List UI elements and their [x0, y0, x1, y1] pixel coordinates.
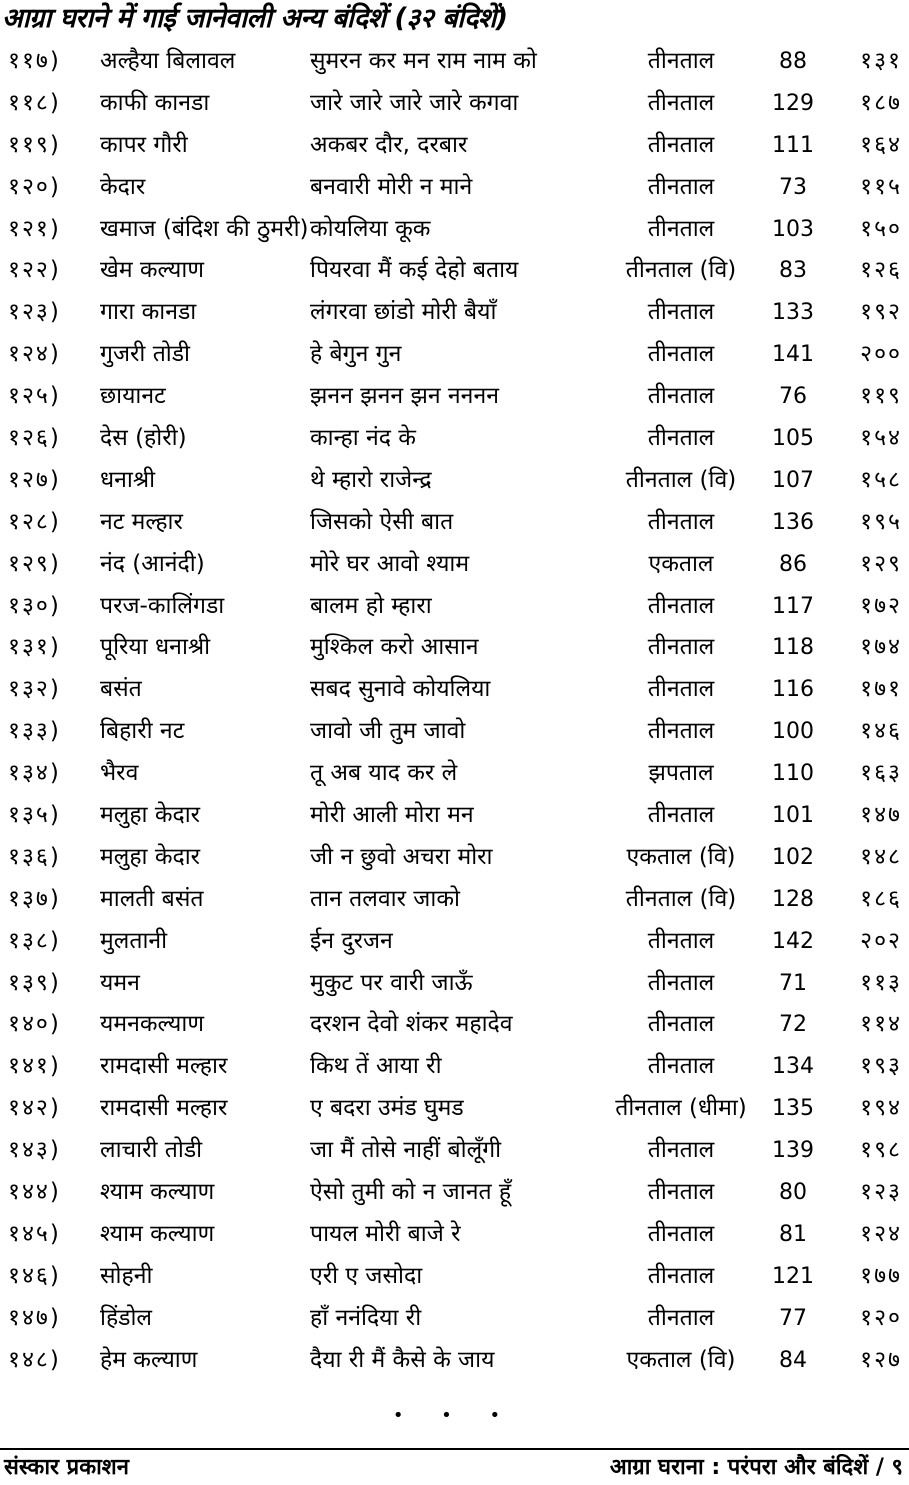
bandish-text: हाँ ननंदिया री: [310, 1304, 422, 1331]
table-row: [0, 1214, 909, 1256]
reference-number: १२४: [860, 1220, 902, 1247]
bandish-list: [0, 41, 909, 1382]
reference-number: १२९: [860, 550, 902, 577]
row-number: १२३): [8, 299, 61, 326]
row-number: ११८): [8, 89, 61, 116]
taal-name: तीनताल (वि): [625, 466, 737, 493]
bandish-text: दैया री मैं कैसे के जाय: [310, 1346, 495, 1373]
raga-name: नंद (आनंदी): [100, 550, 205, 577]
raga-name: पूरिया धनाश्री: [100, 634, 211, 661]
page-number: 135: [772, 1096, 814, 1122]
page-number: 88: [779, 49, 807, 74]
reference-number: १९५: [860, 508, 902, 535]
bandish-text: सबद सुनावे कोयलिया: [310, 676, 491, 703]
table-row: [0, 376, 909, 418]
taal-name: तीनताल: [647, 1179, 715, 1206]
raga-name: श्याम कल्याण: [100, 1179, 215, 1206]
table-row: [0, 921, 909, 963]
raga-name: मालती बसंत: [100, 885, 204, 912]
table-row: [0, 167, 909, 209]
raga-name: भैरव: [100, 760, 139, 787]
table-row: [0, 125, 909, 167]
table-row: [0, 41, 909, 83]
page-number: 136: [772, 509, 814, 535]
taal-name: तीनताल (वि): [625, 257, 737, 284]
taal-name: तीनताल: [647, 173, 715, 200]
taal-name: तीनताल (वि): [625, 885, 737, 912]
raga-name: मलुहा केदार: [100, 802, 201, 829]
table-row: [0, 1046, 909, 1088]
taal-name: तीनताल: [647, 215, 715, 242]
row-number: १४१): [8, 1053, 61, 1080]
reference-number: १७१: [860, 676, 902, 703]
row-number: १४६): [8, 1262, 61, 1289]
taal-name: तीनताल: [647, 1053, 715, 1080]
page-title: आग्रा घराने में गाई जानेवाली अन्य बंदिशें (३२ बंदिशें): [2, 3, 508, 34]
page-number: 84: [779, 1347, 807, 1373]
reference-number: १६४: [860, 131, 902, 158]
taal-name: तीनताल: [647, 131, 715, 158]
page-number: 107: [772, 467, 814, 493]
reference-number: १८७: [860, 89, 902, 116]
page-number: 139: [772, 1138, 814, 1164]
bandish-text: लंगरवा छांडो मोरी बैयाँ: [310, 299, 497, 326]
bandish-text: थे म्हारो राजेन्द्र: [310, 466, 432, 493]
table-row: [0, 1256, 909, 1298]
taal-name: तीनताल: [647, 1220, 715, 1247]
reference-number: ११९: [860, 383, 902, 410]
page-number: 129: [772, 90, 814, 116]
raga-name: अल्हैया बिलावल: [100, 48, 236, 74]
row-number: १३१): [8, 634, 61, 661]
footer-publisher: संस्कार प्रकाशन: [4, 1455, 129, 1480]
raga-name: रामदासी मल्हार: [100, 1095, 228, 1122]
page-number: 81: [779, 1221, 807, 1247]
row-number: १४८): [8, 1346, 61, 1373]
row-number: १४०): [8, 1011, 61, 1038]
table-row: [0, 1088, 909, 1130]
bandish-text: मुश्किल करो आसान: [310, 634, 479, 661]
bandish-text: अकबर दौर, दरबार: [310, 131, 468, 158]
bandish-text: जा मैं तोसे नाहीं बोलूँगी: [310, 1137, 502, 1164]
row-number: १४३): [8, 1137, 61, 1164]
reference-number: २००: [860, 341, 902, 368]
bandish-text: झनन झनन झन नननन: [310, 383, 499, 410]
table-row: [0, 711, 909, 753]
page-number: 117: [772, 593, 814, 619]
page-number: 102: [772, 844, 814, 870]
bandish-text: जिसको ऐसी बात: [310, 508, 454, 535]
reference-number: १९४: [860, 1095, 902, 1122]
bandish-text: हे बेगुन गुन: [310, 341, 402, 368]
bandish-text: बालम हो म्हारा: [310, 592, 432, 619]
page-number: 73: [779, 174, 807, 200]
row-number: १३६): [8, 843, 61, 870]
section-end-separator: • • •: [392, 1405, 517, 1426]
bandish-text: मोरी आली मोरा मन: [310, 802, 474, 829]
raga-name: श्याम कल्याण: [100, 1220, 215, 1247]
reference-number: १९२: [860, 299, 902, 326]
raga-name: यमनकल्याण: [100, 1011, 204, 1038]
table-row: [0, 879, 909, 921]
bandish-text: बनवारी मोरी न माने: [310, 173, 473, 200]
reference-number: १४६: [860, 718, 902, 745]
reference-number: १९३: [860, 1053, 902, 1080]
bandish-text: ऐसो तुमी को न जानत हूँ: [310, 1179, 512, 1206]
taal-name: तीनताल: [647, 299, 715, 326]
table-row: [0, 627, 909, 669]
raga-name: छायानट: [100, 383, 166, 410]
row-number: १२१): [8, 215, 61, 242]
bandish-text: सुमरन कर मन राम नाम को: [310, 48, 537, 74]
taal-name: तीनताल: [647, 927, 715, 954]
raga-name: रामदासी मल्हार: [100, 1053, 228, 1080]
raga-name: मलुहा केदार: [100, 843, 201, 870]
reference-number: १९८: [860, 1137, 902, 1164]
row-number: ११९): [8, 131, 61, 158]
raga-name: यमन: [100, 969, 140, 996]
taal-name: तीनताल (धीमा): [615, 1095, 747, 1122]
page-number: 76: [779, 384, 807, 410]
row-number: १४५): [8, 1220, 61, 1247]
raga-name: देस (होरी): [100, 425, 187, 452]
raga-name: हिंडोल: [100, 1304, 153, 1331]
page-number: 111: [772, 132, 814, 158]
bandish-text: कोयलिया कूक: [310, 215, 431, 242]
reference-number: १३१: [860, 48, 902, 74]
table-row: [0, 1298, 909, 1340]
table-row: [0, 334, 909, 376]
reference-number: १६३: [860, 760, 902, 787]
table-row: [0, 1130, 909, 1172]
page-number: 142: [772, 928, 814, 954]
table-row: [0, 83, 909, 125]
taal-name: तीनताल: [647, 1011, 715, 1038]
row-number: १२५): [8, 383, 61, 410]
row-number: १२९): [8, 550, 61, 577]
reference-number: १७२: [860, 592, 902, 619]
table-row: [0, 209, 909, 251]
bandish-text: जावो जी तुम जावो: [310, 718, 466, 745]
table-row: [0, 669, 909, 711]
bandish-text: किथ तें आया री: [310, 1053, 442, 1080]
taal-name: तीनताल: [647, 592, 715, 619]
row-number: १२८): [8, 508, 61, 535]
row-number: १२७): [8, 466, 61, 493]
taal-name: तीनताल: [647, 634, 715, 661]
table-row: [0, 963, 909, 1005]
page-number: 72: [779, 1012, 807, 1038]
row-number: १३३): [8, 718, 61, 745]
row-number: १३४): [8, 760, 61, 787]
table-row: [0, 292, 909, 334]
reference-number: १२०: [860, 1304, 902, 1331]
bandish-text: तान तलवार जाको: [310, 885, 460, 912]
raga-name: कापर गौरी: [100, 131, 188, 158]
bandish-text: एरी ए जसोदा: [310, 1262, 423, 1289]
bandish-text: कान्हा नंद के: [310, 425, 416, 452]
raga-name: गारा कानडा: [100, 299, 197, 326]
bandish-text: जारे जारे जारे जारे कगवा: [310, 89, 519, 116]
raga-name: बिहारी नट: [100, 718, 185, 745]
row-number: ११७): [8, 48, 61, 74]
taal-name: तीनताल: [647, 48, 715, 74]
table-row: [0, 1004, 909, 1046]
reference-number: १५८: [860, 466, 902, 493]
row-number: १२२): [8, 257, 61, 284]
row-number: १३०): [8, 592, 61, 619]
table-row: [0, 795, 909, 837]
raga-name: धनाश्री: [100, 466, 156, 493]
row-number: १३५): [8, 802, 61, 829]
table-row: [0, 586, 909, 628]
taal-name: तीनताल: [647, 802, 715, 829]
raga-name: हेम कल्याण: [100, 1346, 198, 1373]
reference-number: ११४: [860, 1011, 902, 1038]
page-number: 83: [779, 258, 807, 284]
page-number: 86: [779, 551, 807, 577]
taal-name: तीनताल: [647, 425, 715, 452]
reference-number: १४७: [860, 802, 902, 829]
raga-name: खमाज (बंदिश की ठुमरी): [100, 215, 309, 242]
reference-number: १२३: [860, 1179, 902, 1206]
reference-number: १५४: [860, 425, 902, 452]
taal-name: तीनताल: [647, 718, 715, 745]
row-number: १३८): [8, 927, 61, 954]
row-number: १२४): [8, 341, 61, 368]
row-number: १३२): [8, 676, 61, 703]
table-row: [0, 1172, 909, 1214]
taal-name: एकताल: [648, 550, 714, 577]
row-number: १२६): [8, 425, 61, 452]
reference-number: १८६: [860, 885, 902, 912]
taal-name: तीनताल: [647, 1304, 715, 1331]
reference-number: १७७: [860, 1262, 902, 1289]
taal-name: एकताल (वि): [626, 843, 736, 870]
table-row: [0, 250, 909, 292]
raga-name: परज-कालिंगडा: [100, 592, 225, 619]
bandish-text: पियरवा मैं कई देहो बताय: [310, 257, 519, 284]
taal-name: तीनताल: [647, 383, 715, 410]
raga-name: गुजरी तोडी: [100, 341, 191, 368]
page-number: 110: [772, 761, 814, 787]
bandish-text: ईन दुरजन: [310, 927, 393, 954]
row-number: १३७): [8, 885, 61, 912]
page-number: 80: [779, 1180, 807, 1206]
bandish-text: पायल मोरी बाजे रे: [310, 1220, 461, 1247]
page-number: 121: [772, 1263, 814, 1289]
taal-name: तीनताल: [647, 676, 715, 703]
table-row: [0, 502, 909, 544]
raga-name: नट मल्हार: [100, 508, 183, 535]
reference-number: १५०: [860, 215, 902, 242]
row-number: १२०): [8, 173, 61, 200]
reference-number: २०२: [860, 927, 902, 954]
page-number: 118: [772, 635, 814, 661]
page-number: 128: [772, 886, 814, 912]
footer-divider: [0, 1448, 909, 1450]
bandish-text: तू अब याद कर ले: [310, 760, 458, 787]
taal-name: तीनताल: [647, 1262, 715, 1289]
bandish-text: मोरे घर आवो श्याम: [310, 550, 470, 577]
reference-number: ११३: [860, 969, 902, 996]
row-number: १४२): [8, 1095, 61, 1122]
page-number: 141: [772, 342, 814, 368]
taal-name: तीनताल: [647, 89, 715, 116]
taal-name: तीनताल: [647, 341, 715, 368]
raga-name: मुलतानी: [100, 927, 168, 954]
row-number: १३९): [8, 969, 61, 996]
reference-number: १२६: [860, 257, 902, 284]
page-number: 103: [772, 216, 814, 242]
reference-number: ११५: [860, 173, 902, 200]
page-number: 71: [779, 970, 807, 996]
page-number: 133: [772, 300, 814, 326]
bandish-text: ए बदरा उमंड घुमड: [310, 1095, 464, 1122]
bandish-text: दरशन देवो शंकर महादेव: [310, 1011, 513, 1038]
page-number: 116: [772, 677, 814, 703]
reference-number: १२७: [860, 1346, 902, 1373]
page-number: 77: [779, 1305, 807, 1331]
page-number: 101: [772, 803, 814, 829]
bandish-text: मुकुट पर वारी जाऊँ: [310, 969, 473, 996]
page-number: 100: [772, 719, 814, 745]
reference-number: १७४: [860, 634, 902, 661]
table-row: [0, 418, 909, 460]
raga-name: सोहनी: [100, 1262, 153, 1289]
table-row: [0, 460, 909, 502]
raga-name: काफी कानडा: [100, 89, 210, 116]
raga-name: बसंत: [100, 676, 142, 703]
taal-name: झपताल: [648, 760, 714, 787]
raga-name: खेम कल्याण: [100, 257, 204, 284]
bandish-text: जी न छुवो अचरा मोरा: [310, 843, 493, 870]
taal-name: तीनताल: [647, 508, 715, 535]
table-row: [0, 753, 909, 795]
footer-book-page: आग्रा घराना : परंपरा और बंदिशें / ९: [609, 1455, 903, 1480]
table-row: [0, 544, 909, 586]
raga-name: केदार: [100, 173, 146, 200]
table-row: [0, 1340, 909, 1382]
taal-name: एकताल (वि): [626, 1346, 736, 1373]
taal-name: तीनताल: [647, 969, 715, 996]
page-number: 134: [772, 1054, 814, 1080]
page-number: 105: [772, 426, 814, 452]
row-number: १४७): [8, 1304, 61, 1331]
reference-number: १४८: [860, 843, 902, 870]
raga-name: लाचारी तोडी: [100, 1137, 203, 1164]
row-number: १४४): [8, 1179, 61, 1206]
table-row: [0, 837, 909, 879]
taal-name: तीनताल: [647, 1137, 715, 1164]
